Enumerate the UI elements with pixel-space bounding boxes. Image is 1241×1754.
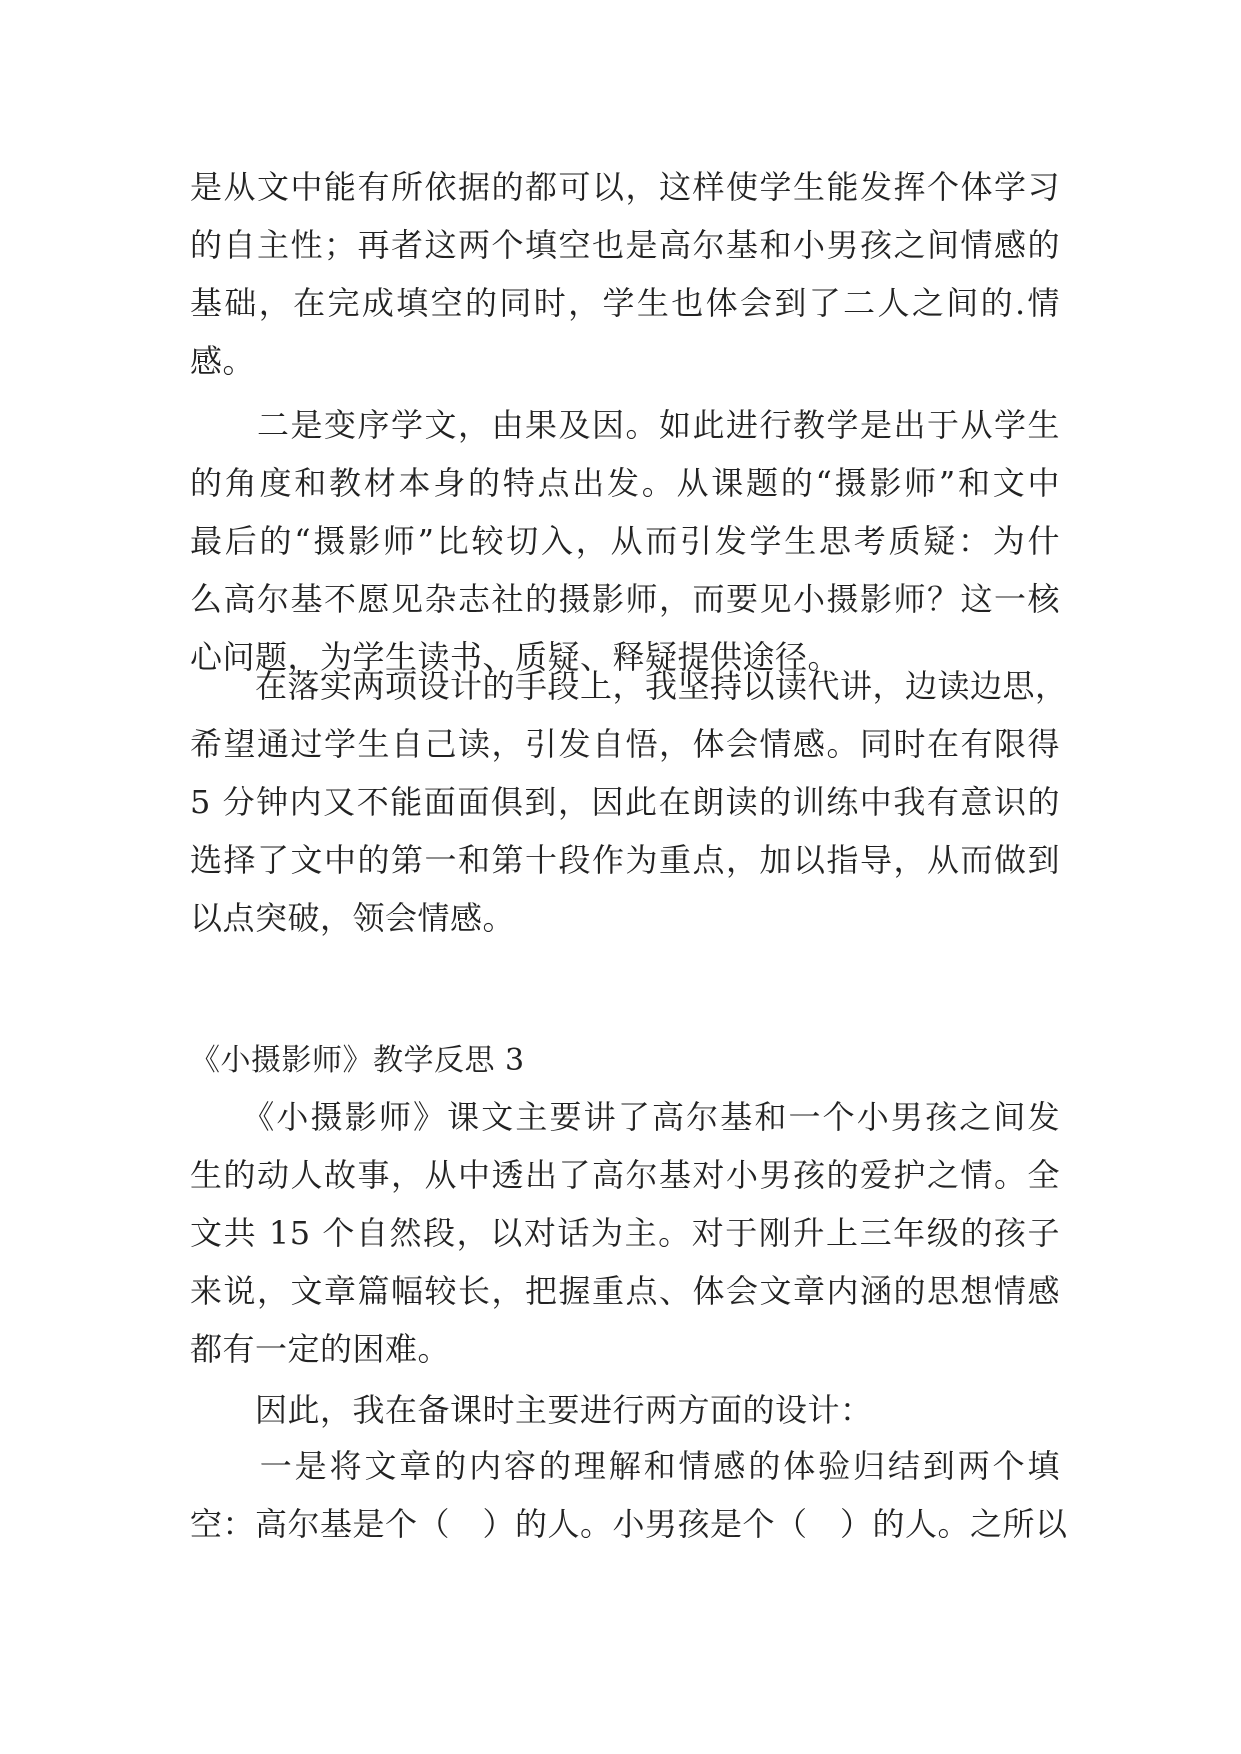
text-line: 因此，我在备课时主要进行两方面的设计： bbox=[190, 1391, 873, 1429]
paragraph-reorder-learning bbox=[190, 396, 1060, 686]
text-line: 来说，文章篇幅较长，把握重点、体会文章内涵的思想情感 bbox=[190, 1272, 1060, 1310]
paragraph-reasoning-continuation bbox=[190, 158, 1060, 390]
text-line: 是从文中能有所依据的都可以，这样使学生能发挥个体学习 bbox=[190, 168, 1060, 206]
text-line: 感。 bbox=[190, 342, 256, 380]
paragraph-fill-in-design bbox=[190, 1437, 1068, 1553]
text-line: 二是变序学文，由果及因。如此进行教学是出于从学生 bbox=[190, 406, 1060, 444]
text-line: 5 分钟内又不能面面俱到，因此在朗读的训练中我有意识的 bbox=[190, 783, 1060, 821]
text-line: 的自主性；再者这两个填空也是高尔基和小男孩之间情感的 bbox=[190, 226, 1060, 264]
text-line: 心问题，为学生读书、质疑、释疑提供途径。 bbox=[190, 638, 841, 676]
text-line: 空：高尔基是个（ ）的人。小男孩是个（ ）的人。之所以 bbox=[190, 1505, 1068, 1543]
text-line: 文共 15 个自然段，以对话为主。对于刚升上三年级的孩子 bbox=[190, 1214, 1060, 1252]
paragraph-lesson-summary bbox=[190, 1088, 1060, 1378]
text-line: 选择了文中的第一和第十段作为重点，加以指导，从而做到 bbox=[190, 841, 1060, 879]
text-line: 希望通过学生自己读，引发自悟，体会情感。同时在有限得 bbox=[190, 725, 1060, 763]
text-line: 基础，在完成填空的同时，学生也体会到了二人之间的.情 bbox=[190, 284, 1060, 322]
text-line: 《小摄影师》课文主要讲了高尔基和一个小男孩之间发 bbox=[190, 1098, 1060, 1136]
text-line: 的角度和教材本身的特点出发。从课题的“摄影师”和文中 bbox=[190, 464, 1060, 502]
text-line: 生的动人故事，从中透出了高尔基对小男孩的爱护之情。全 bbox=[190, 1156, 1060, 1194]
paragraph-reading-method bbox=[190, 657, 1068, 947]
paragraph-design-intro bbox=[190, 1381, 1060, 1439]
section-heading: 《小摄影师》教学反思 3 bbox=[190, 1043, 525, 1078]
text-line: 最后的“摄影师”比较切入，从而引发学生思考质疑：为什 bbox=[190, 522, 1060, 560]
text-line: 都有一定的困难。 bbox=[190, 1330, 451, 1368]
text-line: 一是将文章的内容的理解和情感的体验归结到两个填 bbox=[190, 1447, 1060, 1485]
text-line: 么高尔基不愿见杂志社的摄影师，而要见小摄影师？这一核 bbox=[190, 580, 1060, 618]
text-line: 在落实两项设计的手段上，我坚持以读代讲，边读边思， bbox=[190, 667, 1068, 705]
text-line: 以点突破，领会情感。 bbox=[190, 899, 516, 937]
